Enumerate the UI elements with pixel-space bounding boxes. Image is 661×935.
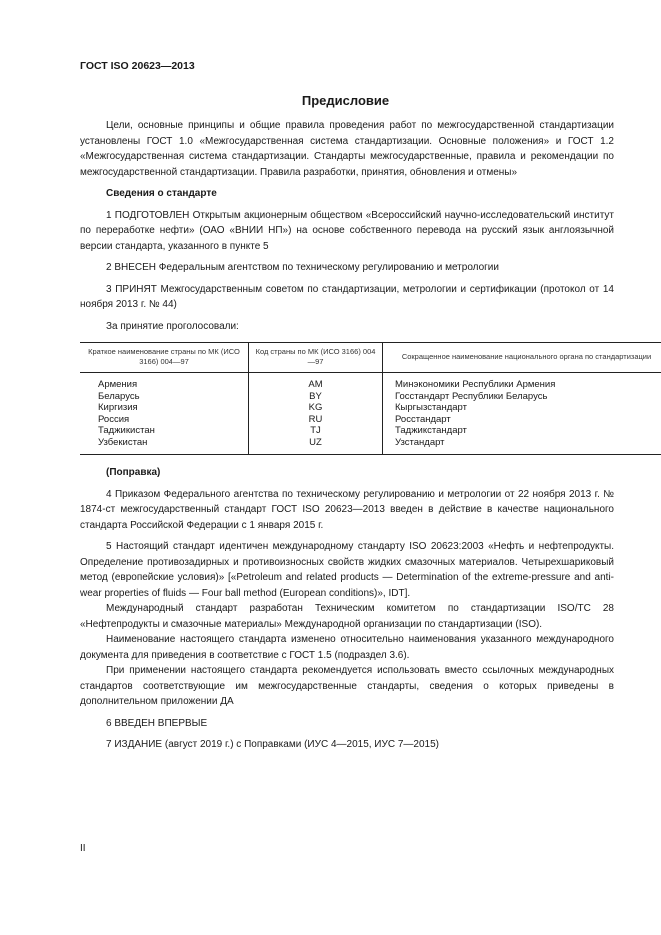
code-cell: RU [308,413,323,425]
country-cell: Киргизия [98,402,138,413]
table-header-code: Код страны по МК (ИСО 3166) 004—97 [249,343,383,373]
code-cell: KG [308,402,323,413]
country-cell: Россия [98,413,130,425]
item-5: 5 Настоящий стандарт идентичен международному стандарту ISO 20623:2003 «Нефть и нефтепродукты. Определение противозадирных и противоизносных свойств жидких смазочных материалов. Четырехшариковый метод (европейские условия)» [«Petroleum and related products — Determination of the extreme-pressure and anti-wear properties of fluids — Four ball method (European conditions)», IDT]. [80,541,614,599]
table-header-country: Краткое наименование страны по МК (ИСО 3166) 004—97 [80,343,249,373]
amendment-heading: (Поправка) [106,467,161,478]
table-header-body: Сокращенное наименование национального органа по стандартизации [383,343,661,373]
intro-paragraph: Цели, основные принципы и общие правила проведения работ по межгосударственной стандартизации установлены ГОСТ 1.0 «Межгосударственная система стандартизации. Основные положения» и ГОСТ 1.2 «Межгосударственная система стандартизации. Стандарты межгосударственные, правила и рекомендации по межгосударственной стандартизации. Правила разработки, принятия, обновления и отмены» [80,120,614,178]
country-cell: Узбекистан [98,436,148,448]
code-column [249,373,383,455]
item-5-paragraph-3: Наименование настоящего стандарта изменено относительно наименования указанного международного документа для приведения в соответствие с ГОСТ 1.5 (подраздел 3.6). [80,634,614,661]
table-row [80,373,661,455]
body-cell: Госстандарт Республики Беларусь [395,390,548,402]
code-cell: AM [308,379,323,390]
body-cell: Кыргызстандарт [395,402,467,413]
code-cell: UZ [309,436,322,448]
country-cell: Армения [98,379,138,390]
country-cell: Таджикистан [98,425,155,436]
code-cell: BY [309,390,322,402]
page-number: II [80,843,86,854]
item-6: 6 ВВЕДЕН ВПЕРВЫЕ [106,717,208,729]
body-cell: Узстандарт [395,436,445,448]
country-cell: Беларусь [98,390,140,402]
item-1: 1 ПОДГОТОВЛЕН Открытым акционерным обществом «Всероссийский научно-исследовательский институт по переработке нефти» (ОАО «ВНИИ НП») на основе собственного перевода на русский язык англоязычной версии стандарта, указанного в пункте 5 [80,209,614,252]
voted-label: За принятие проголосовали: [106,320,239,332]
item-5-paragraph-2: Международный стандарт разработан Техническим комитетом по стандартизации ISO/TC 28 «Нефтепродукты и смазочные материалы» Международной организации по стандартизации (ISO). [80,603,614,630]
item-5-paragraph-4: При применении настоящего стандарта рекомендуется использовать вместо ссылочных международных стандартов соответствующие им межгосударственные стандарты, сведения о которых приведены в дополнительном приложении ДА [80,665,614,707]
standards-body-column [383,373,661,455]
item-3: 3 ПРИНЯТ Межгосударственным советом по стандартизации, метрологии и сертификации (протокол от 14 ноября 2013 г. № 44) [80,283,614,310]
section-heading: Сведения о стандарте [106,188,217,199]
item-7: 7 ИЗДАНИЕ (август 2019 г.) с Поправками (ИУС 4—2015, ИУС 7—2015) [106,739,439,750]
code-cell: TJ [310,425,321,436]
document-body [80,118,652,753]
document-header: ГОСТ ISO 20623—2013 [80,60,195,72]
item-2: 2 ВНЕСЕН Федеральным агентством по техническому регулированию и метрологии [106,262,499,273]
body-cell: Таджикстандарт [395,425,467,436]
country-column [80,373,249,455]
page-title: Предисловие [301,93,390,108]
member-states-table [80,342,661,455]
item-4: 4 Приказом Федерального агентства по техническому регулированию и метрологии от 22 ноября 2013 г. № 1874-ст межгосударственный стандарт ГОСТ ISO 20623—2013 введен в действие в качестве национального стандарта Российской Федерации с 1 января 2015 г. [80,488,614,531]
table-header-row [80,343,661,373]
body-cell: Минэкономики Республики Армения [395,379,556,390]
body-cell: Росстандарт [395,413,451,425]
